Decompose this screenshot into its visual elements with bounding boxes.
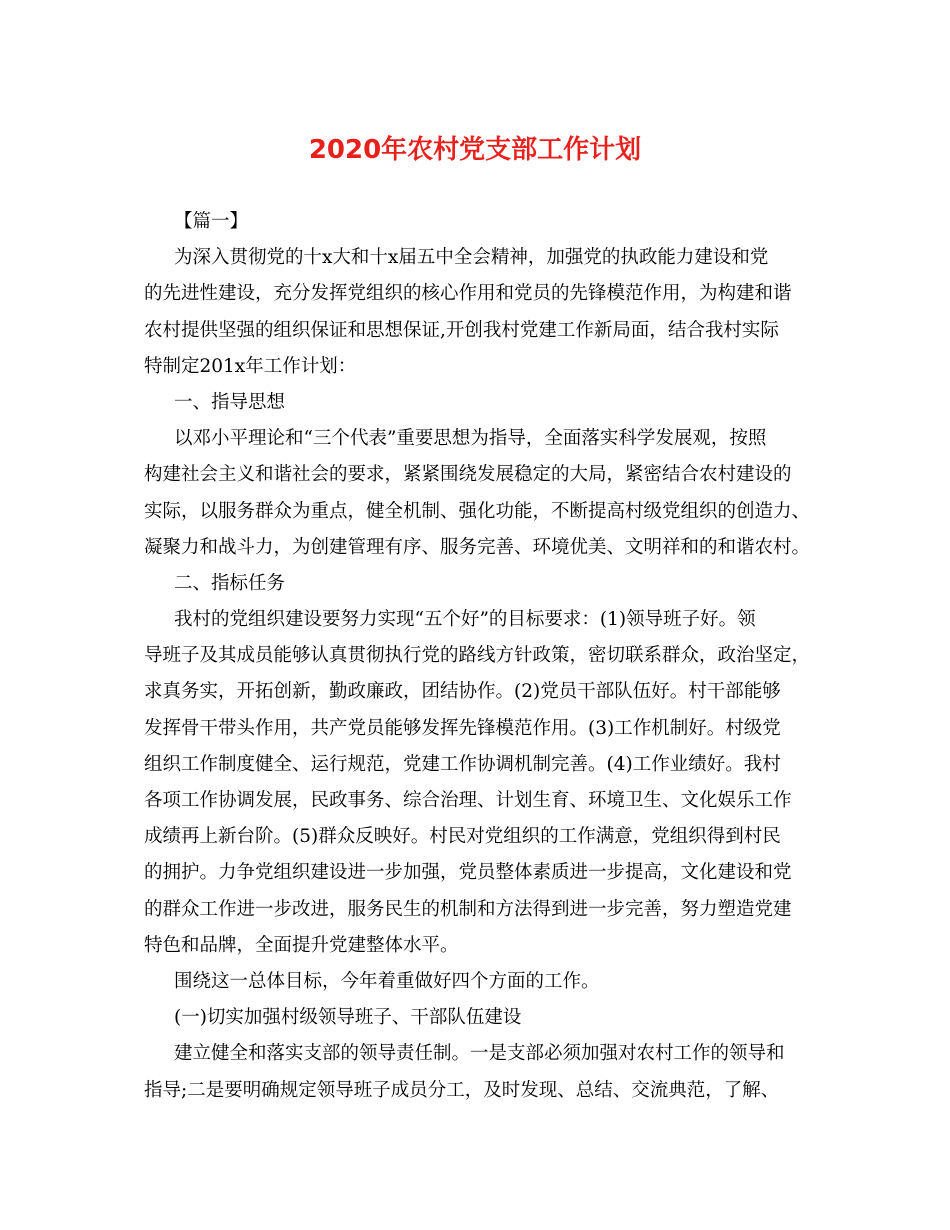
- text-line: 特制定201x年工作计划：: [144, 355, 357, 377]
- text-line: 的群众工作进一步改进，服务民生的机制和方法得到进一步完善，努力塑造党建: [144, 898, 792, 920]
- text-line: 指导;二是要明确规定领导班子成员分工，及时发现、总结、交流典范，了解、: [144, 1079, 780, 1101]
- text-line: 农村提供坚强的组织保证和思想保证,开创我村党建工作新局面，结合我村实际: [144, 319, 779, 341]
- text-line: 各项工作协调发展，民政事务、综合治理、计划生育、环境卫生、文化娱乐工作: [144, 790, 792, 811]
- text-line: (一)切实加强村级领导班子、干部队伍建设: [174, 1007, 522, 1029]
- text-line: 建立健全和落实支部的领导责任制。一是支部必须加强对农村工作的领导和: [174, 1043, 785, 1065]
- text-line: 二、指标任务: [174, 572, 286, 594]
- text-line: 构建社会主义和谐社会的要求，紧紧围绕发展稳定的大局，紧密结合农村建设的: [144, 464, 792, 486]
- document-title: 2020年农村党支部工作计划: [308, 135, 642, 165]
- text-line: 【篇一】: [174, 211, 249, 232]
- text-line: 求真务实，开拓创新，勤政廉政，团结协作。(2)党员干部队伍好。村干部能够: [144, 681, 781, 703]
- document-body: [144, 204, 814, 1109]
- text-line: 一、指导思想: [174, 391, 286, 413]
- text-line: 成绩再上新台阶。(5)群众反映好。村民对党组织的工作满意，党组织得到村民: [144, 826, 781, 848]
- text-line: 组织工作制度健全、运行规范，党建工作协调机制完善。(4)工作业绩好。我村: [144, 753, 781, 775]
- text-line: 的拥护。力争党组织建设进一步加强，党员整体素质进一步提高，文化建设和党: [144, 862, 792, 884]
- text-line: 的先进性建设，充分发挥党组织的核心作用和党员的先锋模范作用，为构建和谐: [144, 283, 792, 305]
- text-line: 围绕这一总体目标，今年着重做好四个方面的工作。: [174, 970, 600, 992]
- text-line: 实际，以服务群众为重点，健全机制、强化功能，不断提高村级党组织的创造力、: [144, 500, 811, 522]
- text-line: 以邓小平理论和“三个代表”重要思想为指导，全面落实科学发展观，按照: [174, 428, 767, 450]
- text-line: 为深入贯彻党的十x大和十x届五中全会精神，加强党的执政能力建设和党: [174, 247, 769, 269]
- text-line: 凝聚力和战斗力，为创建管理有序、服务完善、环境优美、文明祥和的和谐农村。: [144, 536, 811, 558]
- text-line: 发挥骨干带头作用，共产党员能够发挥先锋模范作用。(3)工作机制好。村级党: [144, 717, 781, 739]
- text-line: 特色和品牌，全面提升党建整体水平。: [144, 934, 459, 956]
- text-line: 导班子及其成员能够认真贯彻执行党的路线方针政策，密切联系群众，政治坚定，: [144, 645, 811, 667]
- text-line: 我村的党组织建设要努力实现“五个好”的目标要求：(1)领导班子好。领: [174, 609, 756, 631]
